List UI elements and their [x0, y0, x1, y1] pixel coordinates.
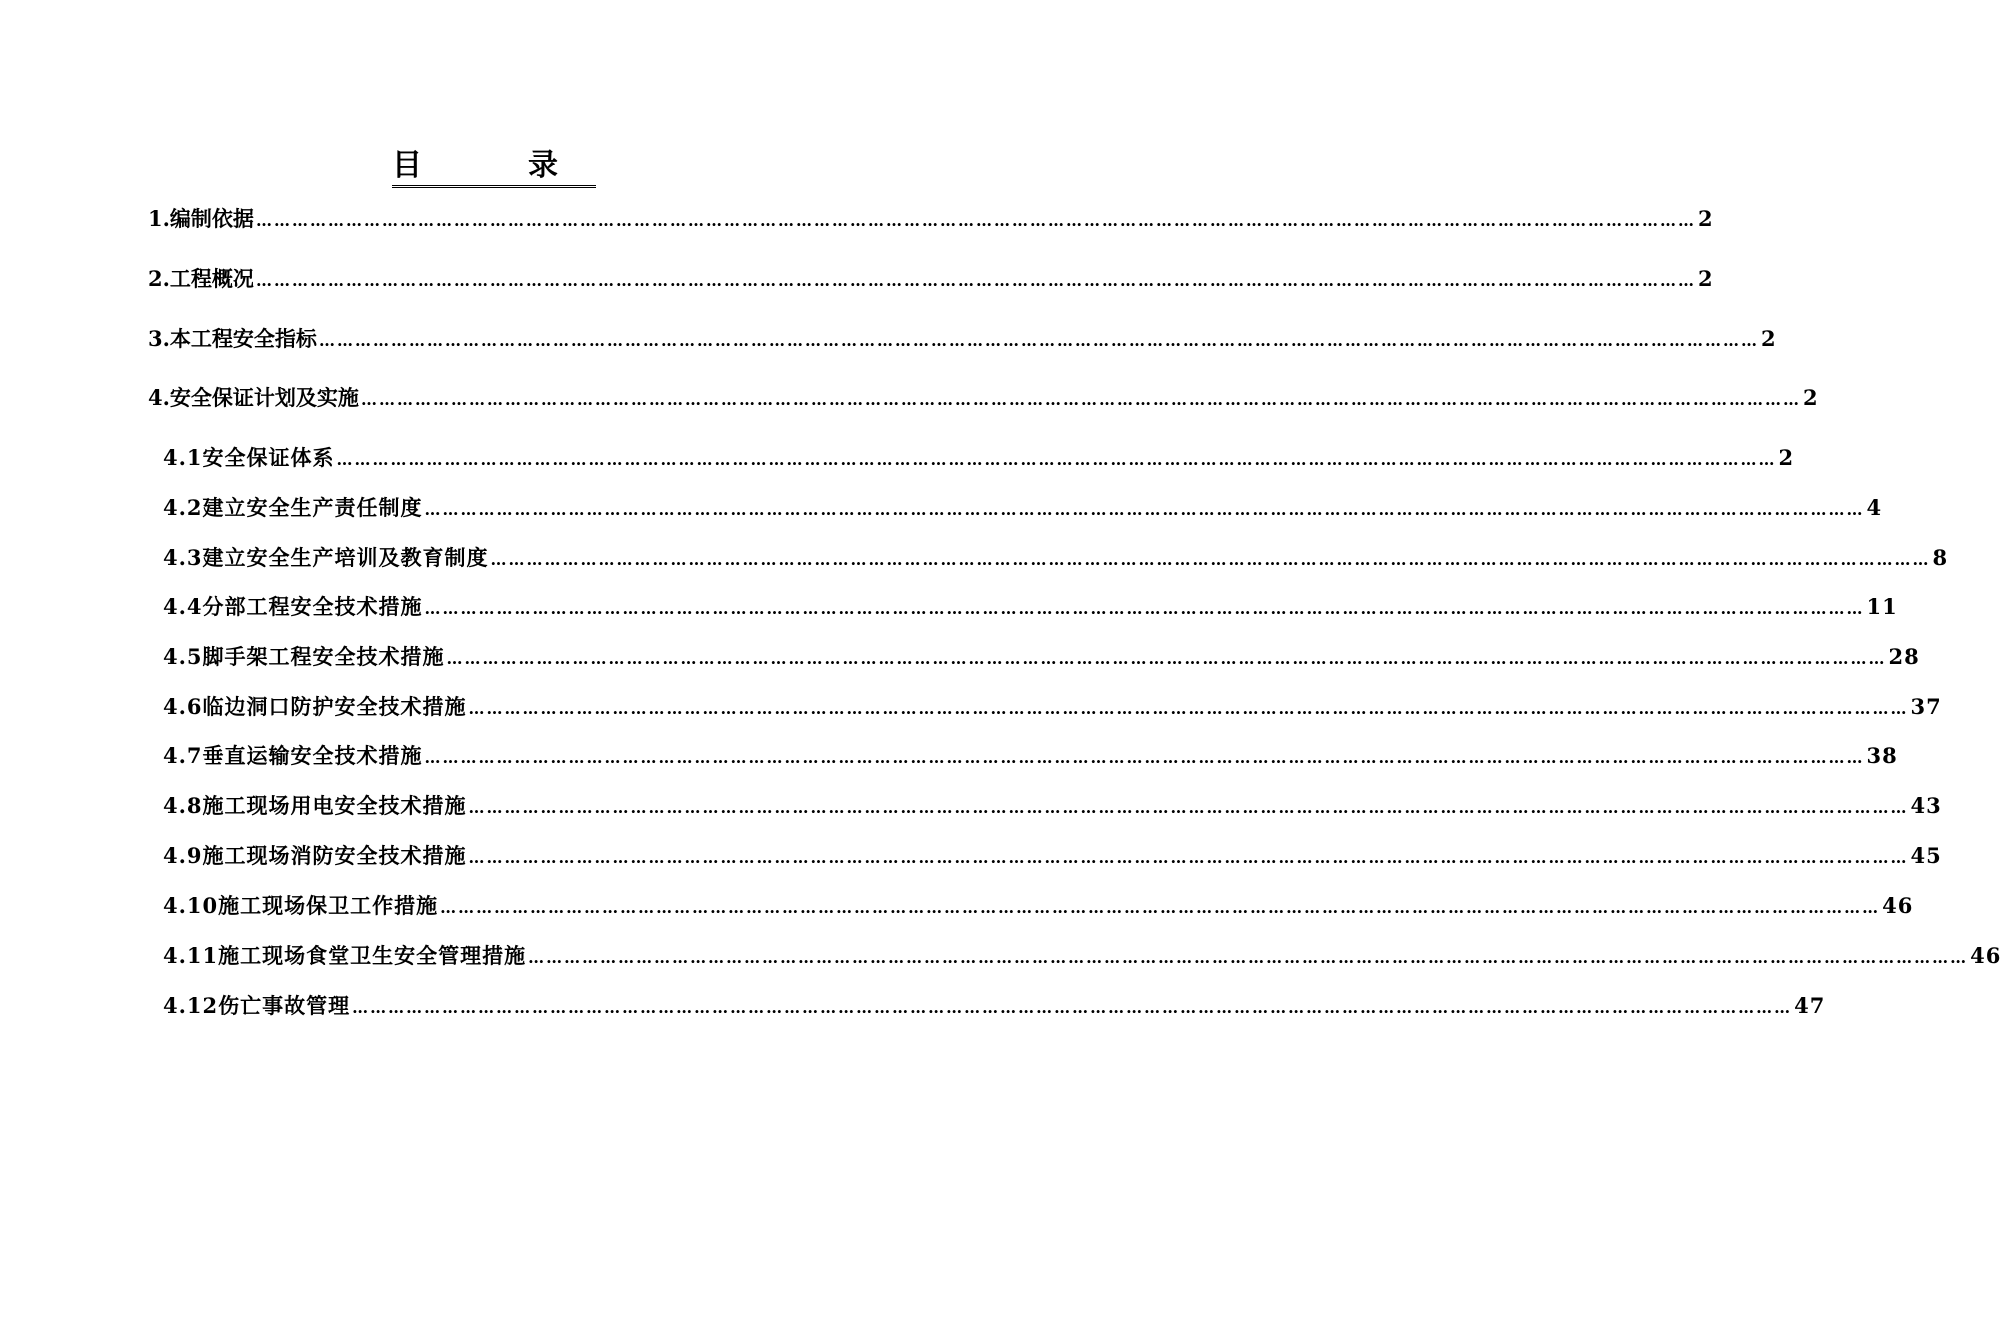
toc-leader-dots: …………………………………………………………………………………………………………………………………………………………………………………………………………………… — [468, 848, 1909, 867]
toc-entry[interactable] — [163, 493, 1883, 523]
toc-leader-dots: …………………………………………………………………………………………………………………………………………………………………………………………………………………… — [446, 649, 1887, 668]
toc-entry-label: 4.2建立安全生产责任制度 — [163, 495, 423, 520]
toc-leader-dots: …………………………………………………………………………………………………………………………………………………………………………………………………………………… — [528, 948, 1969, 967]
toc-entry-label: 4.8施工现场用电安全技术措施 — [163, 793, 467, 818]
toc-entry[interactable] — [163, 791, 1942, 821]
toc-entry-page: 2 — [1778, 445, 1795, 470]
toc-entry-label: 4.6临边洞口防护安全技术措施 — [163, 694, 467, 719]
toc-entry[interactable] — [163, 592, 1898, 622]
toc-leader-dots: …………………………………………………………………………………………………………………………………………………………………………………………………………………… — [255, 271, 1696, 290]
toc-leader-dots: …………………………………………………………………………………………………………………………………………………………………………………………………………………… — [424, 748, 1865, 767]
toc-leader-dots: …………………………………………………………………………………………………………………………………………………………………………………………………………………… — [424, 500, 1865, 519]
toc-entry-label: 4.12伤亡事故管理 — [163, 993, 351, 1018]
toc-entry-page: 11 — [1866, 594, 1898, 619]
toc-leader-dots: …………………………………………………………………………………………………………………………………………………………………………………………………………………… — [255, 211, 1696, 230]
toc-entry-page: 37 — [1910, 694, 1942, 719]
toc-leader-dots: …………………………………………………………………………………………………………………………………………………………………………………………………………………… — [424, 599, 1865, 618]
toc-entry-label: 4.5脚手架工程安全技术措施 — [163, 644, 445, 669]
toc-entry-label: 4.安全保证计划及实施 — [148, 385, 359, 410]
toc-entry-label: 1.编制依据 — [148, 206, 254, 231]
toc-entry-label: 4.9施工现场消防安全技术措施 — [163, 843, 467, 868]
toc-title: 目 录 — [392, 148, 596, 188]
toc-title-wrapper — [0, 140, 950, 184]
toc-entry[interactable] — [163, 692, 1942, 722]
toc-entry[interactable] — [163, 543, 1949, 573]
toc-entry[interactable] — [163, 443, 1795, 473]
toc-entry-label: 4.7垂直运输安全技术措施 — [163, 743, 423, 768]
toc-entry-label: 4.11施工现场食堂卫生安全管理措施 — [163, 943, 527, 968]
toc-entry-page: 2 — [1802, 385, 1819, 410]
toc-entry-label: 4.10施工现场保卫工作措施 — [163, 893, 439, 918]
toc-leader-dots: …………………………………………………………………………………………………………………………………………………………………………………………………………………… — [468, 798, 1909, 817]
toc-leader-dots: …………………………………………………………………………………………………………………………………………………………………………………………………………………… — [490, 550, 1931, 569]
toc-leader-dots: …………………………………………………………………………………………………………………………………………………………………………………………………………………… — [360, 390, 1801, 409]
toc-entry-page: 2 — [1697, 206, 1714, 231]
toc-entry-label: 4.1安全保证体系 — [163, 445, 335, 470]
toc-entry[interactable] — [163, 891, 1914, 921]
toc-entry-page: 47 — [1794, 993, 1826, 1018]
toc-entry[interactable] — [163, 941, 2001, 971]
toc-leader-dots: …………………………………………………………………………………………………………………………………………………………………………………………………………………… — [440, 898, 1881, 917]
toc-entry-page: 46 — [1970, 943, 2001, 968]
toc-entry[interactable] — [148, 324, 1777, 354]
toc-leader-dots: …………………………………………………………………………………………………………………………………………………………………………………………………………………… — [352, 998, 1793, 1017]
toc-entry-label: 4.3建立安全生产培训及教育制度 — [163, 545, 489, 570]
toc-entry-page: 2 — [1760, 326, 1777, 351]
toc-entry-label: 3.本工程安全指标 — [148, 326, 317, 351]
toc-entry-label: 4.4分部工程安全技术措施 — [163, 594, 423, 619]
toc-leader-dots: …………………………………………………………………………………………………………………………………………………………………………………………………………………… — [468, 699, 1909, 718]
toc-entry-page: 46 — [1882, 893, 1914, 918]
toc-entry-page: 45 — [1910, 843, 1942, 868]
toc-leader-dots: …………………………………………………………………………………………………………………………………………………………………………………………………………………… — [336, 450, 1777, 469]
toc-entry[interactable] — [163, 841, 1942, 871]
toc-entry-page: 28 — [1888, 644, 1920, 669]
toc-entry-page: 8 — [1932, 545, 1949, 570]
toc-entry-page: 38 — [1866, 743, 1898, 768]
toc-entry[interactable] — [163, 991, 1826, 1021]
toc-leader-dots: …………………………………………………………………………………………………………………………………………………………………………………………………………………… — [318, 331, 1759, 350]
toc-entry[interactable] — [148, 264, 1714, 294]
toc-entry-label: 2.工程概况 — [148, 266, 254, 291]
toc-entry-page: 4 — [1866, 495, 1883, 520]
toc-entry[interactable] — [148, 383, 1819, 413]
toc-entry[interactable] — [163, 741, 1898, 771]
toc-entry[interactable] — [148, 204, 1714, 234]
toc-entry[interactable] — [163, 642, 1920, 672]
toc-entry-page: 2 — [1697, 266, 1714, 291]
toc-entry-page: 43 — [1910, 793, 1942, 818]
